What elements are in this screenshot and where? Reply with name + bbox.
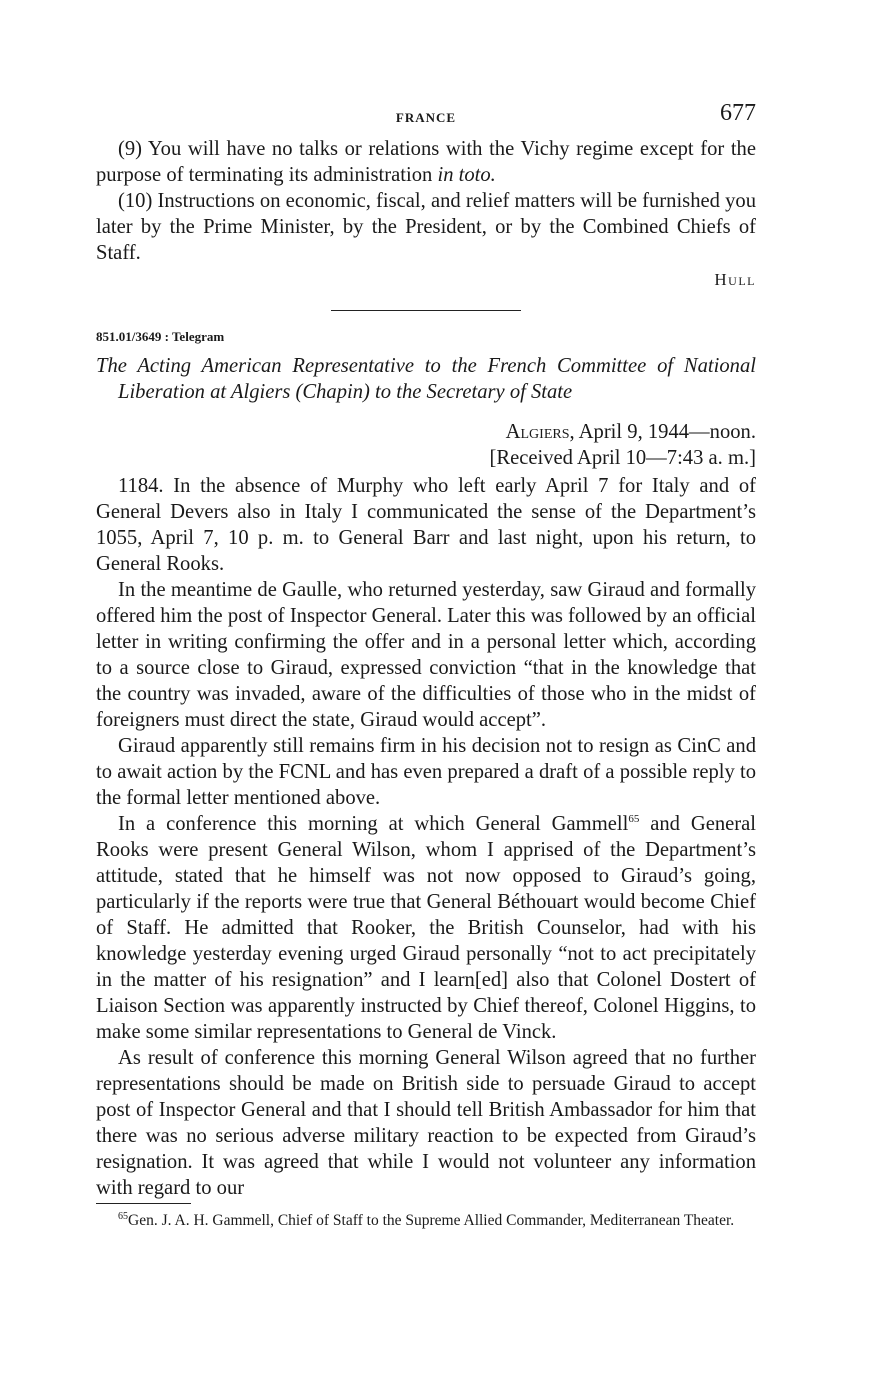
page-header: [96, 100, 756, 136]
body-paragraph-with-note: [96, 811, 756, 1045]
footnote: [96, 1212, 756, 1229]
paragraph-text: (9) You will have no talks or relations with the Vichy regime except for the purpose of terminating its administration: [96, 138, 756, 186]
section-divider: [331, 310, 521, 311]
paragraph-text: and General Rooks were present General Wilson, whom I apprised of the Department’s attitude, stated that he himself was not now opposed to Giraud’s going, particularly if the reports were true that General Béthouart would become Chief of Staff. He admitted that Rooker, the British Counselor, had with his knowledge yesterday evening urged Giraud personally “not to act precipitately in the matter of his resignation” and I learn[ed] also that Colonel Dostert of Liaison Section was apparently instructed by Chief thereof, Colonel Higgins, to make some similar representations to General de Vinck.: [96, 813, 757, 1043]
footnote-text: Gen. J. A. H. Gammell, Chief of Staff to the Supreme Allied Commander, Mediterranean Theater.: [128, 1212, 735, 1229]
document-reference: 851.01/3649 : Telegram: [96, 329, 225, 344]
body-paragraph: In the meantime de Gaulle, who returned yesterday, saw Giraud and formally offered him the post of Inspector General. Later this was followed by an official letter in writing confirming the offer and in a personal letter which, according to a source close to Giraud, expressed conviction “that in the knowledge that the country was invaded, aware of the difficulties of those who in the midst of foreigners must direct the state, Giraud would accept”.: [96, 579, 756, 731]
document-page: [96, 100, 756, 1229]
running-head: FRANCE: [395, 110, 457, 125]
page-number: 677: [720, 100, 756, 126]
dateline: [96, 419, 756, 445]
signature: Hull: [714, 270, 756, 289]
body-paragraph: Giraud apparently still remains firm in his decision not to resign as CinC and to await action by the FCNL and has even prepared a draft of a possible reply to the formal letter mentioned above.: [96, 735, 756, 809]
body-paragraph: 1184. In the absence of Murphy who left early April 7 for Italy and of General Devers also in Italy I communicated the sense of the Department’s 1055, April 7, 10 p. m. to General Barr and last night, upon his return, to General Rooks.: [96, 475, 756, 575]
continuation-paragraph-9: [96, 136, 756, 188]
body-paragraph: As result of conference this morning General Wilson agreed that no further representations should be made on British side to persuade Giraud to accept post of Inspector General and that I should tell British Ambassador for him that there was no serious adverse military reaction to be expected from Giraud’s resignation. It was agreed that while I would not volunteer any information with regard to our: [96, 1047, 756, 1199]
received-line: [Received April 10—7:43 a. m.]: [489, 447, 756, 469]
continuation-paragraph-10: (10) Instructions on economic, fiscal, and relief matters will be furnished you later by the Prime Minister, by the President, or by the Combined Chiefs of Staff.: [96, 190, 756, 264]
dateline-place: Algiers: [505, 421, 570, 443]
footnote-reference: 65: [628, 813, 640, 826]
footnote-divider: [96, 1203, 191, 1204]
footnote-mark: 65: [118, 1210, 128, 1222]
paragraph-text: In a conference this morning at which General Gammell: [118, 813, 629, 835]
dateline-date: , April 9, 1944—noon.: [569, 421, 756, 443]
italic-phrase: in toto.: [437, 164, 496, 186]
document-title: The Acting American Representative to the French Committee of National Liberation at Algiers (Chapin) to the Secretary of State: [96, 355, 756, 403]
